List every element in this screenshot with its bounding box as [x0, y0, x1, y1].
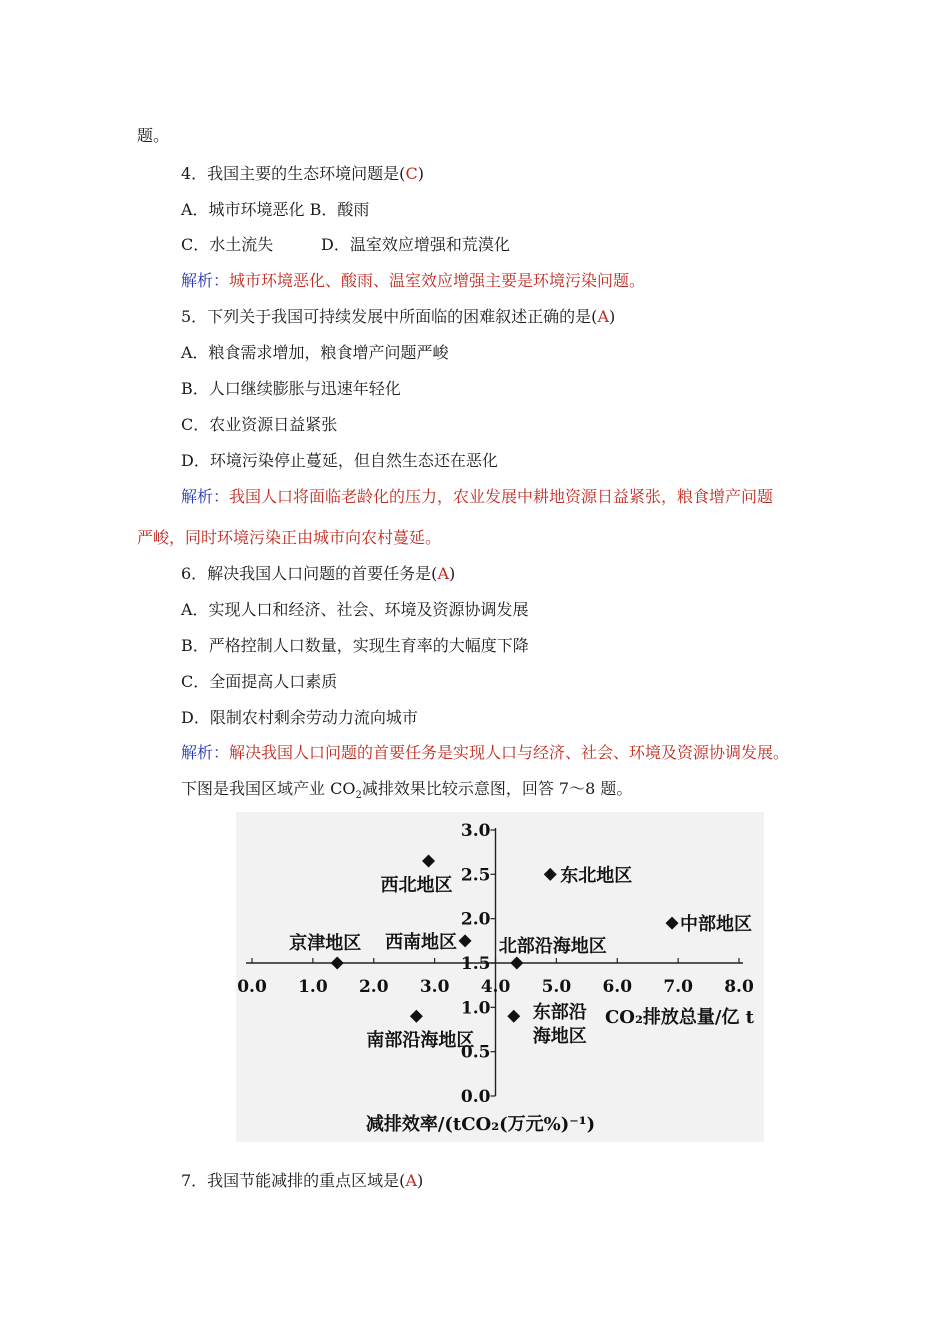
data-point-label: 东北地区	[560, 865, 633, 887]
question-stem: 5．下列关于我国可持续发展中所面临的困难叙述正确的是(	[181, 307, 598, 326]
y-tick-label: 0.0	[460, 1087, 491, 1107]
analysis-text: 城市环境恶化、酸雨、温室效应增强主要是环境污染问题。	[229, 271, 646, 290]
analysis-label: 解析：	[181, 271, 230, 290]
option-b: B．严格控制人口数量，实现生育率的大幅度下降	[181, 636, 529, 655]
analysis-label: 解析：	[181, 487, 230, 506]
figure-intro-text: 减排效果比较示意图，回答 7～8 题。	[361, 779, 633, 798]
subscript: 2	[355, 790, 362, 802]
data-point-label: 西北地区	[380, 875, 453, 897]
x-axis-title: CO₂排放总量/亿 t	[604, 1007, 754, 1028]
option-c: C．农业资源日益紧张	[181, 415, 338, 434]
option-line: A．城市环境恶化 B．酸雨	[181, 200, 370, 219]
x-tick-label: 6.0	[602, 977, 633, 997]
option-a: A．粮食需求增加，粮食增产问题严峻	[181, 343, 449, 362]
y-tick-label: 1.5	[460, 954, 491, 974]
option-c: C．全面提高人口素质	[181, 672, 338, 691]
y-tick-label: 3.0	[460, 821, 491, 841]
data-point-label: 海地区	[532, 1026, 587, 1048]
analysis-continued: 严峻，同时环境污染正由城市向农村蔓延。	[137, 528, 442, 547]
data-point-label: 西南地区	[385, 931, 458, 953]
data-point-label: 北部沿海地区	[498, 936, 607, 957]
question-4	[181, 163, 424, 185]
x-tick-label: 0.0	[237, 977, 267, 997]
question-7	[181, 1170, 423, 1192]
answer-letter: C	[405, 164, 418, 183]
data-point-label: 东部沿	[532, 1002, 587, 1024]
y-axis-title: 减排效率/(tCO₂(万元%)⁻¹)	[365, 1114, 596, 1135]
x-tick-label: 7.0	[663, 977, 693, 997]
option-d: D．限制农村剩余劳动力流向城市	[181, 708, 418, 727]
paren-close: )	[417, 164, 424, 183]
y-tick-label: 0.5	[460, 1042, 491, 1063]
x-tick-label: 8.0	[724, 977, 754, 997]
answer-letter: A	[597, 307, 609, 326]
analysis-text: 解决我国人口问题的首要任务是实现人口与经济、社会、环境及资源协调发展。	[229, 743, 790, 762]
data-point-label: 中部地区	[680, 914, 753, 936]
figure-intro	[181, 778, 632, 807]
scatter-chart	[236, 812, 764, 1142]
figure-intro-text: 下图是我国区域产业 CO	[181, 779, 356, 798]
data-point-label: 京津地区	[289, 933, 362, 954]
option-d: D．温室效应增强和荒漠化	[321, 235, 510, 254]
y-tick-label: 2.5	[460, 865, 491, 886]
question-6	[181, 563, 455, 585]
answer-letter: A	[405, 1171, 417, 1190]
paren-close: )	[449, 564, 456, 583]
option-d: D．环境污染停止蔓延，但自然生态还在恶化	[181, 451, 498, 470]
x-tick-label: 1.0	[298, 977, 328, 997]
paren-close: )	[417, 1171, 424, 1190]
option-a: A．实现人口和经济、社会、环境及资源协调发展	[181, 600, 529, 619]
x-tick-label: 2.0	[358, 977, 389, 997]
y-tick-label: 1.0	[460, 998, 491, 1019]
analysis	[181, 486, 773, 508]
x-tick-label: 4.0	[480, 977, 511, 997]
paren-close: )	[609, 307, 616, 326]
analysis-text: 我国人口将面临老龄化的压力，农业发展中耕地资源日益紧张，粮食增产问题	[229, 487, 774, 506]
question-stem: 6．解决我国人口问题的首要任务是(	[181, 564, 438, 583]
x-tick-label: 3.0	[419, 977, 450, 997]
option-b: B．人口继续膨胀与迅速年轻化	[181, 379, 401, 398]
question-5	[181, 306, 615, 328]
analysis	[181, 742, 789, 764]
option-c: C．水土流失	[181, 235, 274, 254]
y-tick-label: 2.0	[460, 909, 491, 930]
question-stem: 7．我国节能减排的重点区域是(	[181, 1171, 406, 1190]
answer-letter: A	[437, 564, 449, 583]
text-line: 题。	[137, 126, 170, 145]
analysis	[181, 270, 645, 292]
data-point-label: 南部沿海地区	[366, 1030, 475, 1052]
analysis-label: 解析：	[181, 743, 230, 762]
question-stem: 4．我国主要的生态环境问题是(	[181, 164, 406, 183]
x-tick-label: 5.0	[541, 977, 572, 997]
